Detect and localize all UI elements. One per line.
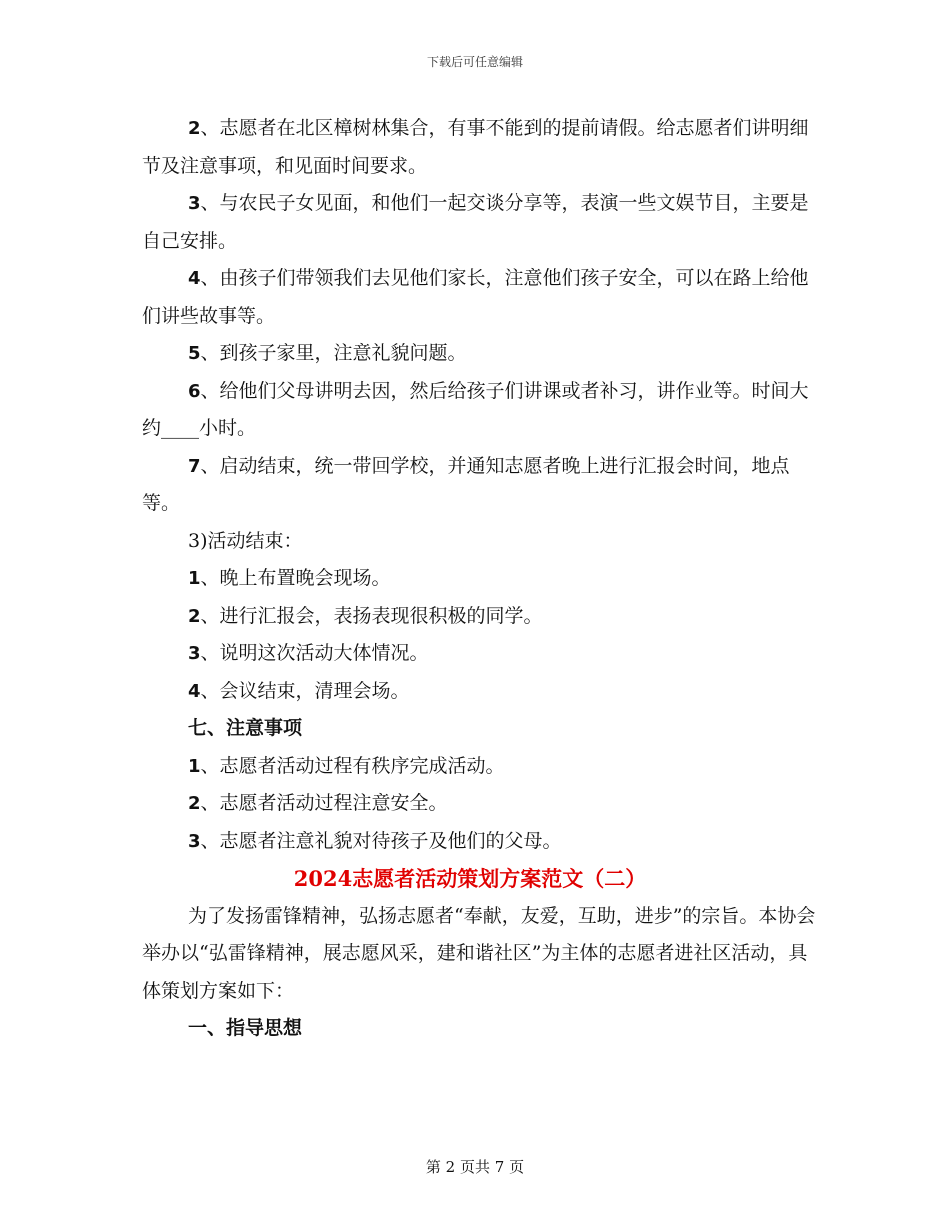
list-item [142, 823, 822, 861]
list-item [142, 748, 822, 786]
list-item [142, 598, 822, 636]
step-text: 、志愿者在北区樟树林集合，有事不能到的提前请假。给志愿者们讲明细节及注意事项，和见面时间要求。 [142, 117, 809, 177]
fill-blank: ____ [161, 417, 200, 439]
item-text: 、说明这次活动大体情况。 [200, 642, 429, 664]
step-item [142, 373, 822, 448]
item-text: 、晚上布置晚会现场。 [200, 567, 391, 589]
document-body [142, 110, 822, 1048]
step-number: 3 [188, 193, 201, 214]
item-number: 2 [188, 793, 201, 814]
item-text: 、进行汇报会，表扬表现很积极的同学。 [200, 604, 543, 627]
step-item [142, 110, 822, 185]
page-footer: 第 2 页共 7 页 [425, 1158, 525, 1176]
item-number: 2 [188, 605, 201, 627]
step-text: 、到孩子家里，注意礼貌问题。 [200, 342, 467, 364]
step-number: 7 [188, 455, 201, 477]
item-text: 、会议结束，清理会场。 [200, 679, 410, 702]
step-number: 4 [188, 268, 201, 289]
step-item [142, 448, 822, 523]
item-number: 1 [188, 568, 201, 589]
item-number: 3 [188, 643, 201, 664]
step-text: 、由孩子们带领我们去见他们家长，注意他们孩子安全，可以在路上给他们讲些故事等。 [142, 267, 809, 327]
step-text: 、给他们父母讲明去因，然后给孩子们讲课或者补习，讲作业等。时间大约 [142, 379, 809, 439]
list-item [142, 635, 822, 673]
page-header: 下载后可任意编辑 [426, 55, 523, 69]
step-number: 6 [188, 380, 201, 402]
item-number: 1 [188, 755, 201, 777]
step-text: 、启动结束，统一带回学校，并通知志愿者晚上进行汇报会时间，地点等。 [142, 454, 790, 514]
intro-paragraph: 为了发扬雷锋精神，弘扬志愿者“奉献，友爱，互助，进步”的宗旨。本协会举办以“弘雷锋精神，展志愿风采，建和谐社区”为主体的志愿者进社区活动，具体策划方案如下： [142, 904, 816, 1002]
section-label: 3)活动结束： [188, 529, 303, 552]
step-item [142, 185, 822, 260]
list-item [142, 560, 822, 598]
document-subtitle: 2024志愿者活动策划方案范文（二） [293, 866, 647, 891]
step-number: 2 [188, 118, 201, 139]
step-text: 、与农民子女见面，和他们一起交谈分享等，表演一些文娱节目，主要是自己安排。 [142, 192, 809, 252]
item-number: 4 [188, 680, 201, 702]
step-item [142, 335, 822, 373]
item-text: 、志愿者活动过程注意安全。 [200, 792, 448, 814]
step-number: 5 [188, 343, 201, 364]
section-heading: 七、注意事项 [188, 717, 303, 739]
section-heading: 一、指导思想 [188, 1017, 303, 1039]
item-number: 3 [188, 830, 201, 852]
step-text-end: 小时。 [199, 417, 257, 439]
list-item [142, 785, 822, 823]
step-item [142, 260, 822, 335]
item-text: 、志愿者活动过程有秩序完成活动。 [200, 754, 505, 777]
item-text: 、志愿者注意礼貌对待孩子及他们的父母。 [200, 829, 562, 852]
list-item [142, 673, 822, 711]
